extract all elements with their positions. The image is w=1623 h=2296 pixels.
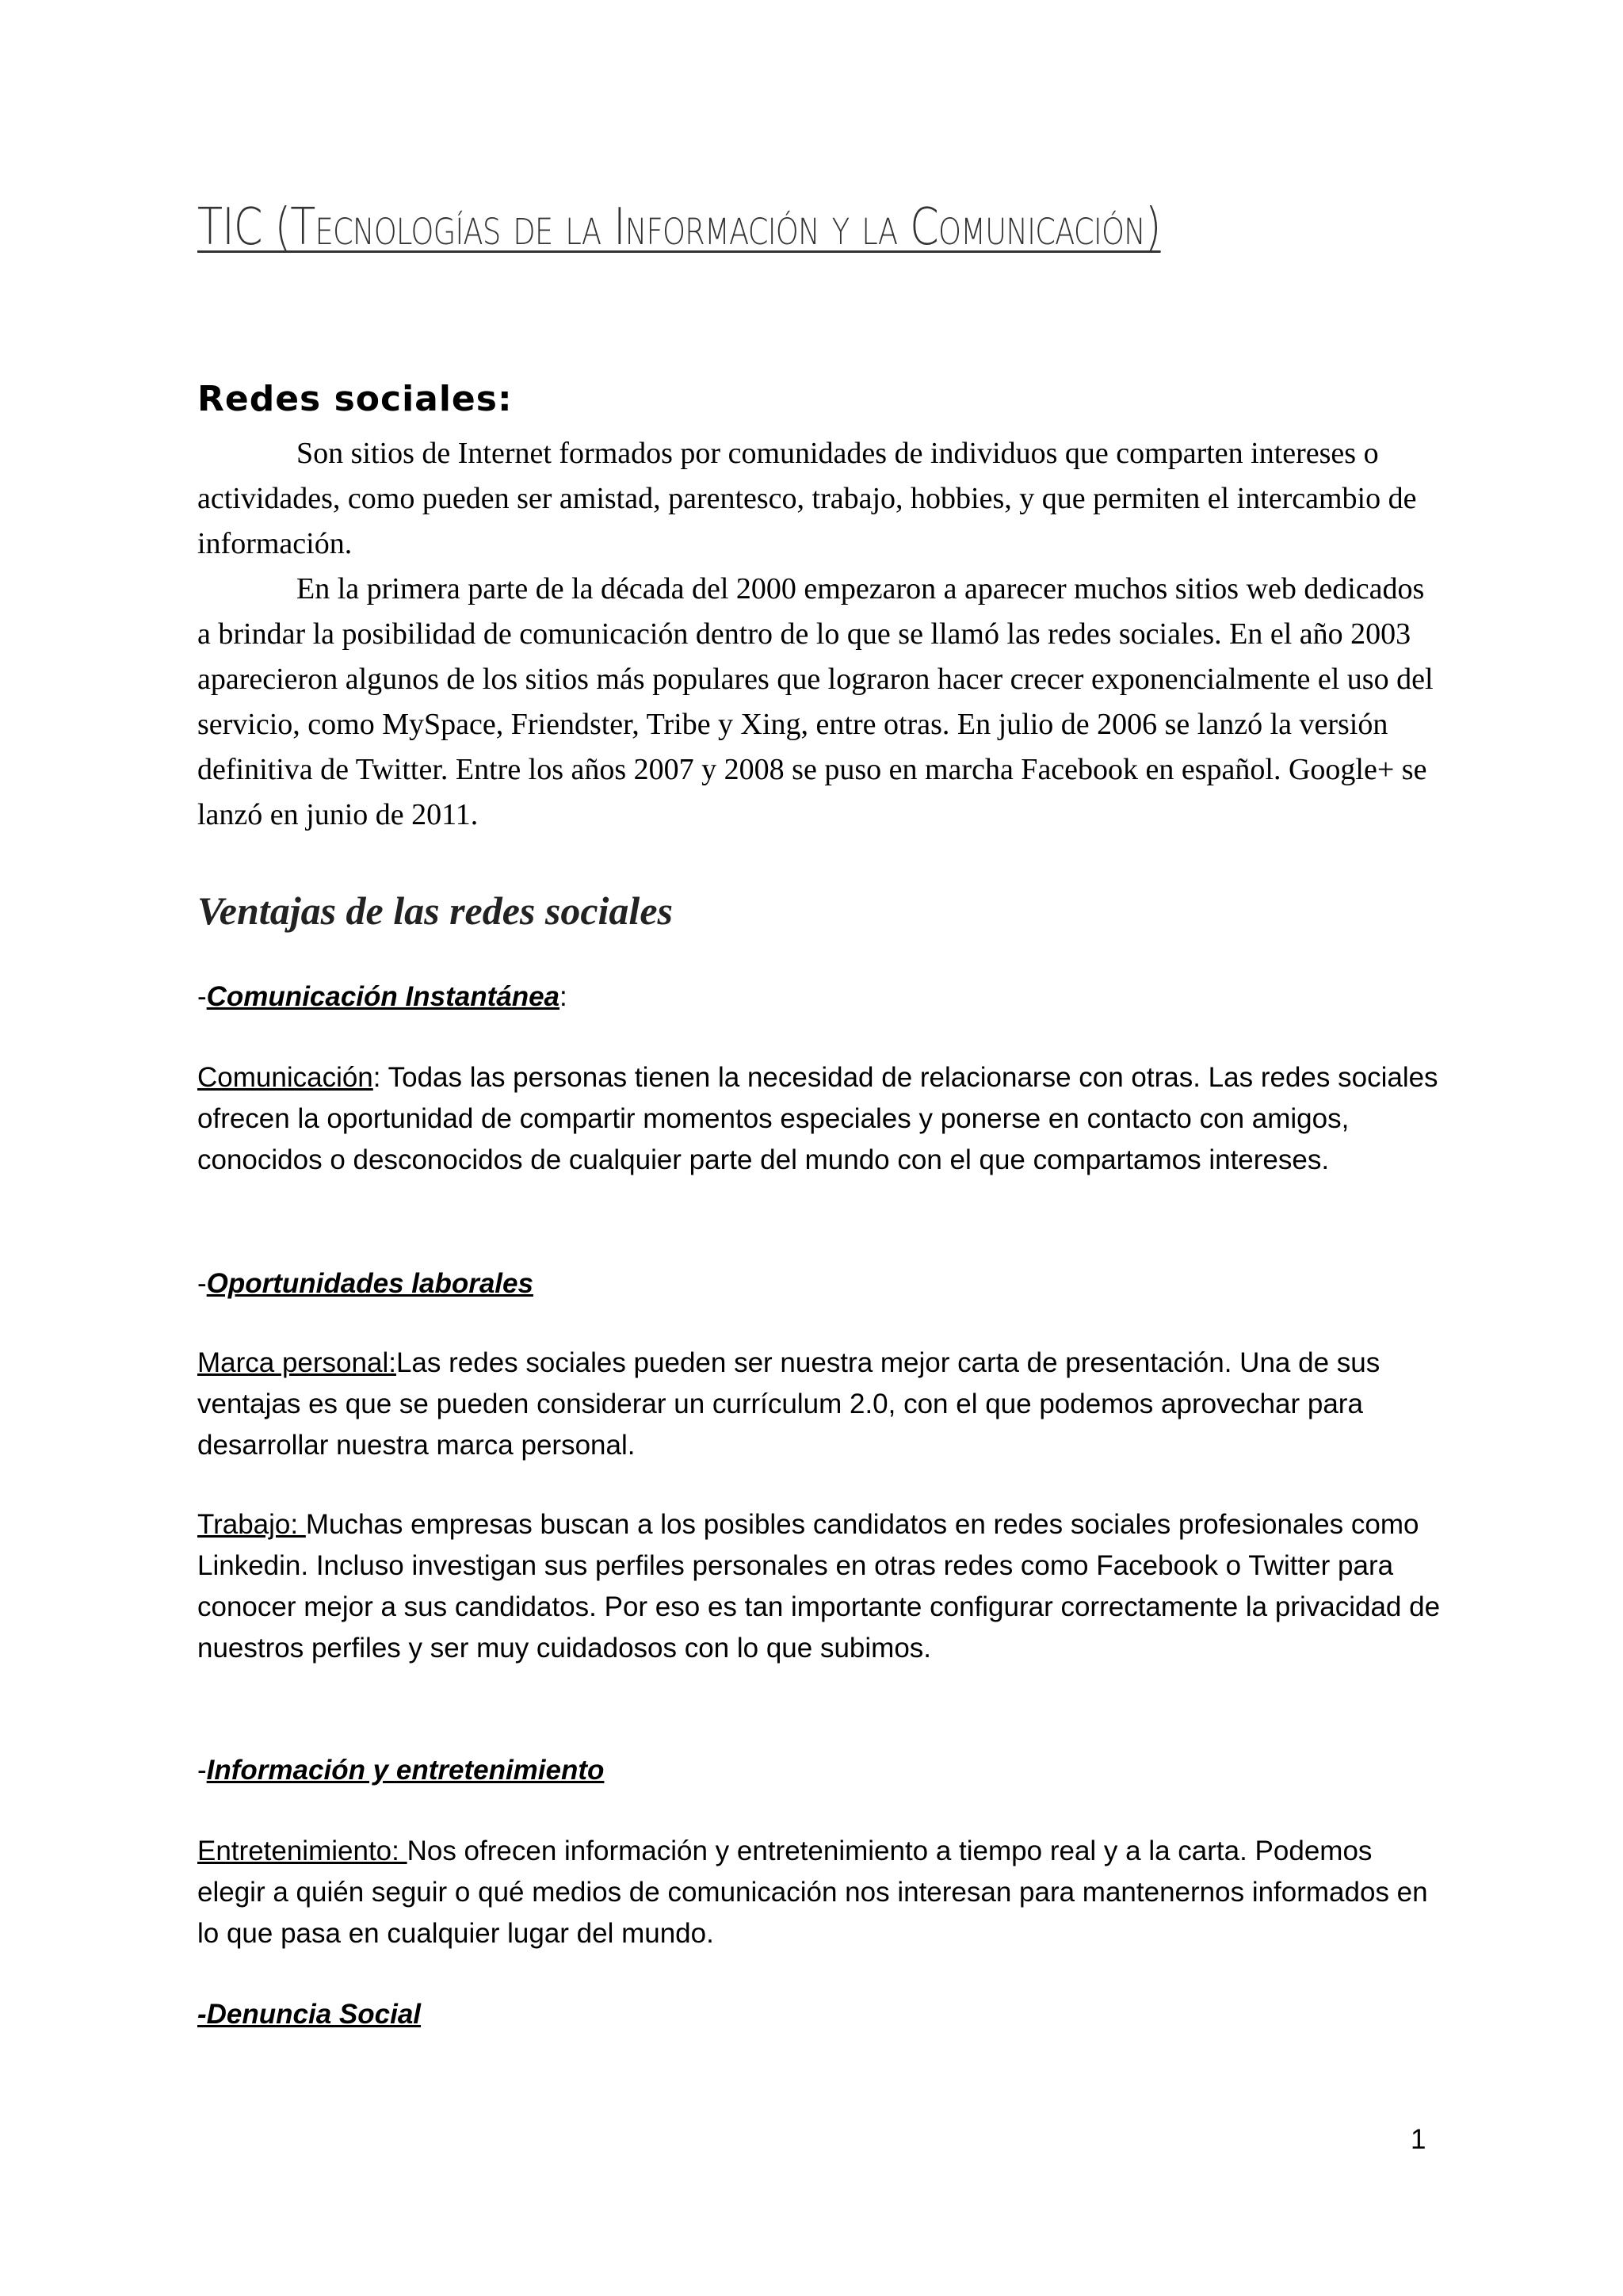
page-number: 1: [1411, 2124, 1426, 2155]
item-label-entretenimiento: Entretenimiento:: [197, 1836, 407, 1866]
paragraph-definition: [197, 431, 1442, 567]
paragraph-marca-personal: [197, 1343, 1442, 1466]
item-label-trabajo: Trabajo:: [197, 1509, 306, 1540]
item-label-marca-personal: Marca personal:: [197, 1347, 396, 1378]
subheading-denuncia-social: [197, 1994, 421, 2035]
page-title: TIC (Tecnologías de la Información y la Comunicación): [197, 198, 1161, 257]
paragraph-definition-text: Son sitios de Internet formados por comunidades de individuos que comparten intereses o actividades, como pueden ser amistad, parentesco, trabajo, hobbies, y que permiten el intercambio de información.: [197, 437, 1417, 560]
subheading-oportunidades-laborales: [197, 1263, 533, 1305]
paragraph-trabajo: [197, 1504, 1442, 1669]
section-heading-ventajas: Ventajas de las redes sociales: [197, 888, 673, 933]
indent-spacer: [197, 437, 296, 470]
subheading-label: Información y entretenimiento: [206, 1755, 605, 1786]
subheading-comunicacion-instantanea: [197, 976, 567, 1018]
item-text-marca-personal: Las redes sociales pueden ser nuestra mejor carta de presentación. Una de sus ventajas es que se pueden considerar un currículum 2.0, con el que podemos aprovechar para desarrollar nuestra marca personal.: [197, 1347, 1381, 1461]
subheading-prefix: -: [197, 1755, 207, 1786]
indent-spacer: [197, 572, 296, 606]
item-label-comunicacion: Comunicación: [197, 1062, 373, 1093]
paragraph-history-text: En la primera parte de la década del 2000 empezaron a aparecer muchos sitios web dedicados a brindar la posibilidad de comunicación dentro de lo que se llamó las redes sociales. En el año 2003 aparecieron algunos de los sitios más populares que lograron hacer crecer exponencialmente el uso del servicio, como MySpace, Friendster, Tribe y Xing, entre otras. En julio de 2006 se lanzó la versión definitiva de Twitter. Entre los años 2007 y 2008 se puso en marcha Facebook en español. Google+ se lanzó en junio de 2011.: [197, 572, 1434, 831]
section-heading-redes-sociales: Redes sociales:: [197, 379, 513, 419]
subheading-label: Comunicación Instantánea: [206, 981, 560, 1012]
subheading-suffix: :: [559, 981, 567, 1012]
paragraph-entretenimiento: [197, 1831, 1442, 1954]
paragraph-comunicacion: [197, 1057, 1442, 1181]
subheading-label: -Denuncia Social: [197, 1999, 422, 2030]
paragraph-history: [197, 567, 1442, 838]
item-text-trabajo: Muchas empresas buscan a los posibles candidatos en redes sociales profesionales como Linkedin. Incluso investigan sus perfiles personales en otras redes como Facebook o Twitter para conocer mejor a sus candidatos. Por eso es tan importante configurar correctamente la privacidad de nuestros perfiles y ser muy cuidadosos con lo que subimos.: [197, 1509, 1441, 1664]
subheading-informacion-entretenimiento: [197, 1750, 604, 1791]
subheading-label: Oportunidades laborales: [206, 1268, 533, 1299]
subheading-prefix: -: [197, 1268, 207, 1299]
item-text-comunicacion: : Todas las personas tienen la necesidad de relacionarse con otras. Las redes sociales ofrecen la oportunidad de compartir momentos especiales y ponerse en contacto con amigos, conocidos o desconocidos de cualquier parte del mundo con el que compartamos intereses.: [197, 1062, 1438, 1175]
subheading-prefix: -: [197, 981, 207, 1012]
item-text-entretenimiento: Nos ofrecen información y entretenimiento a tiempo real y a la carta. Podemos elegir a quién seguir o qué medios de comunicación nos interesan para mantenernos informados en lo que pasa en cualquier lugar del mundo.: [197, 1836, 1428, 1949]
